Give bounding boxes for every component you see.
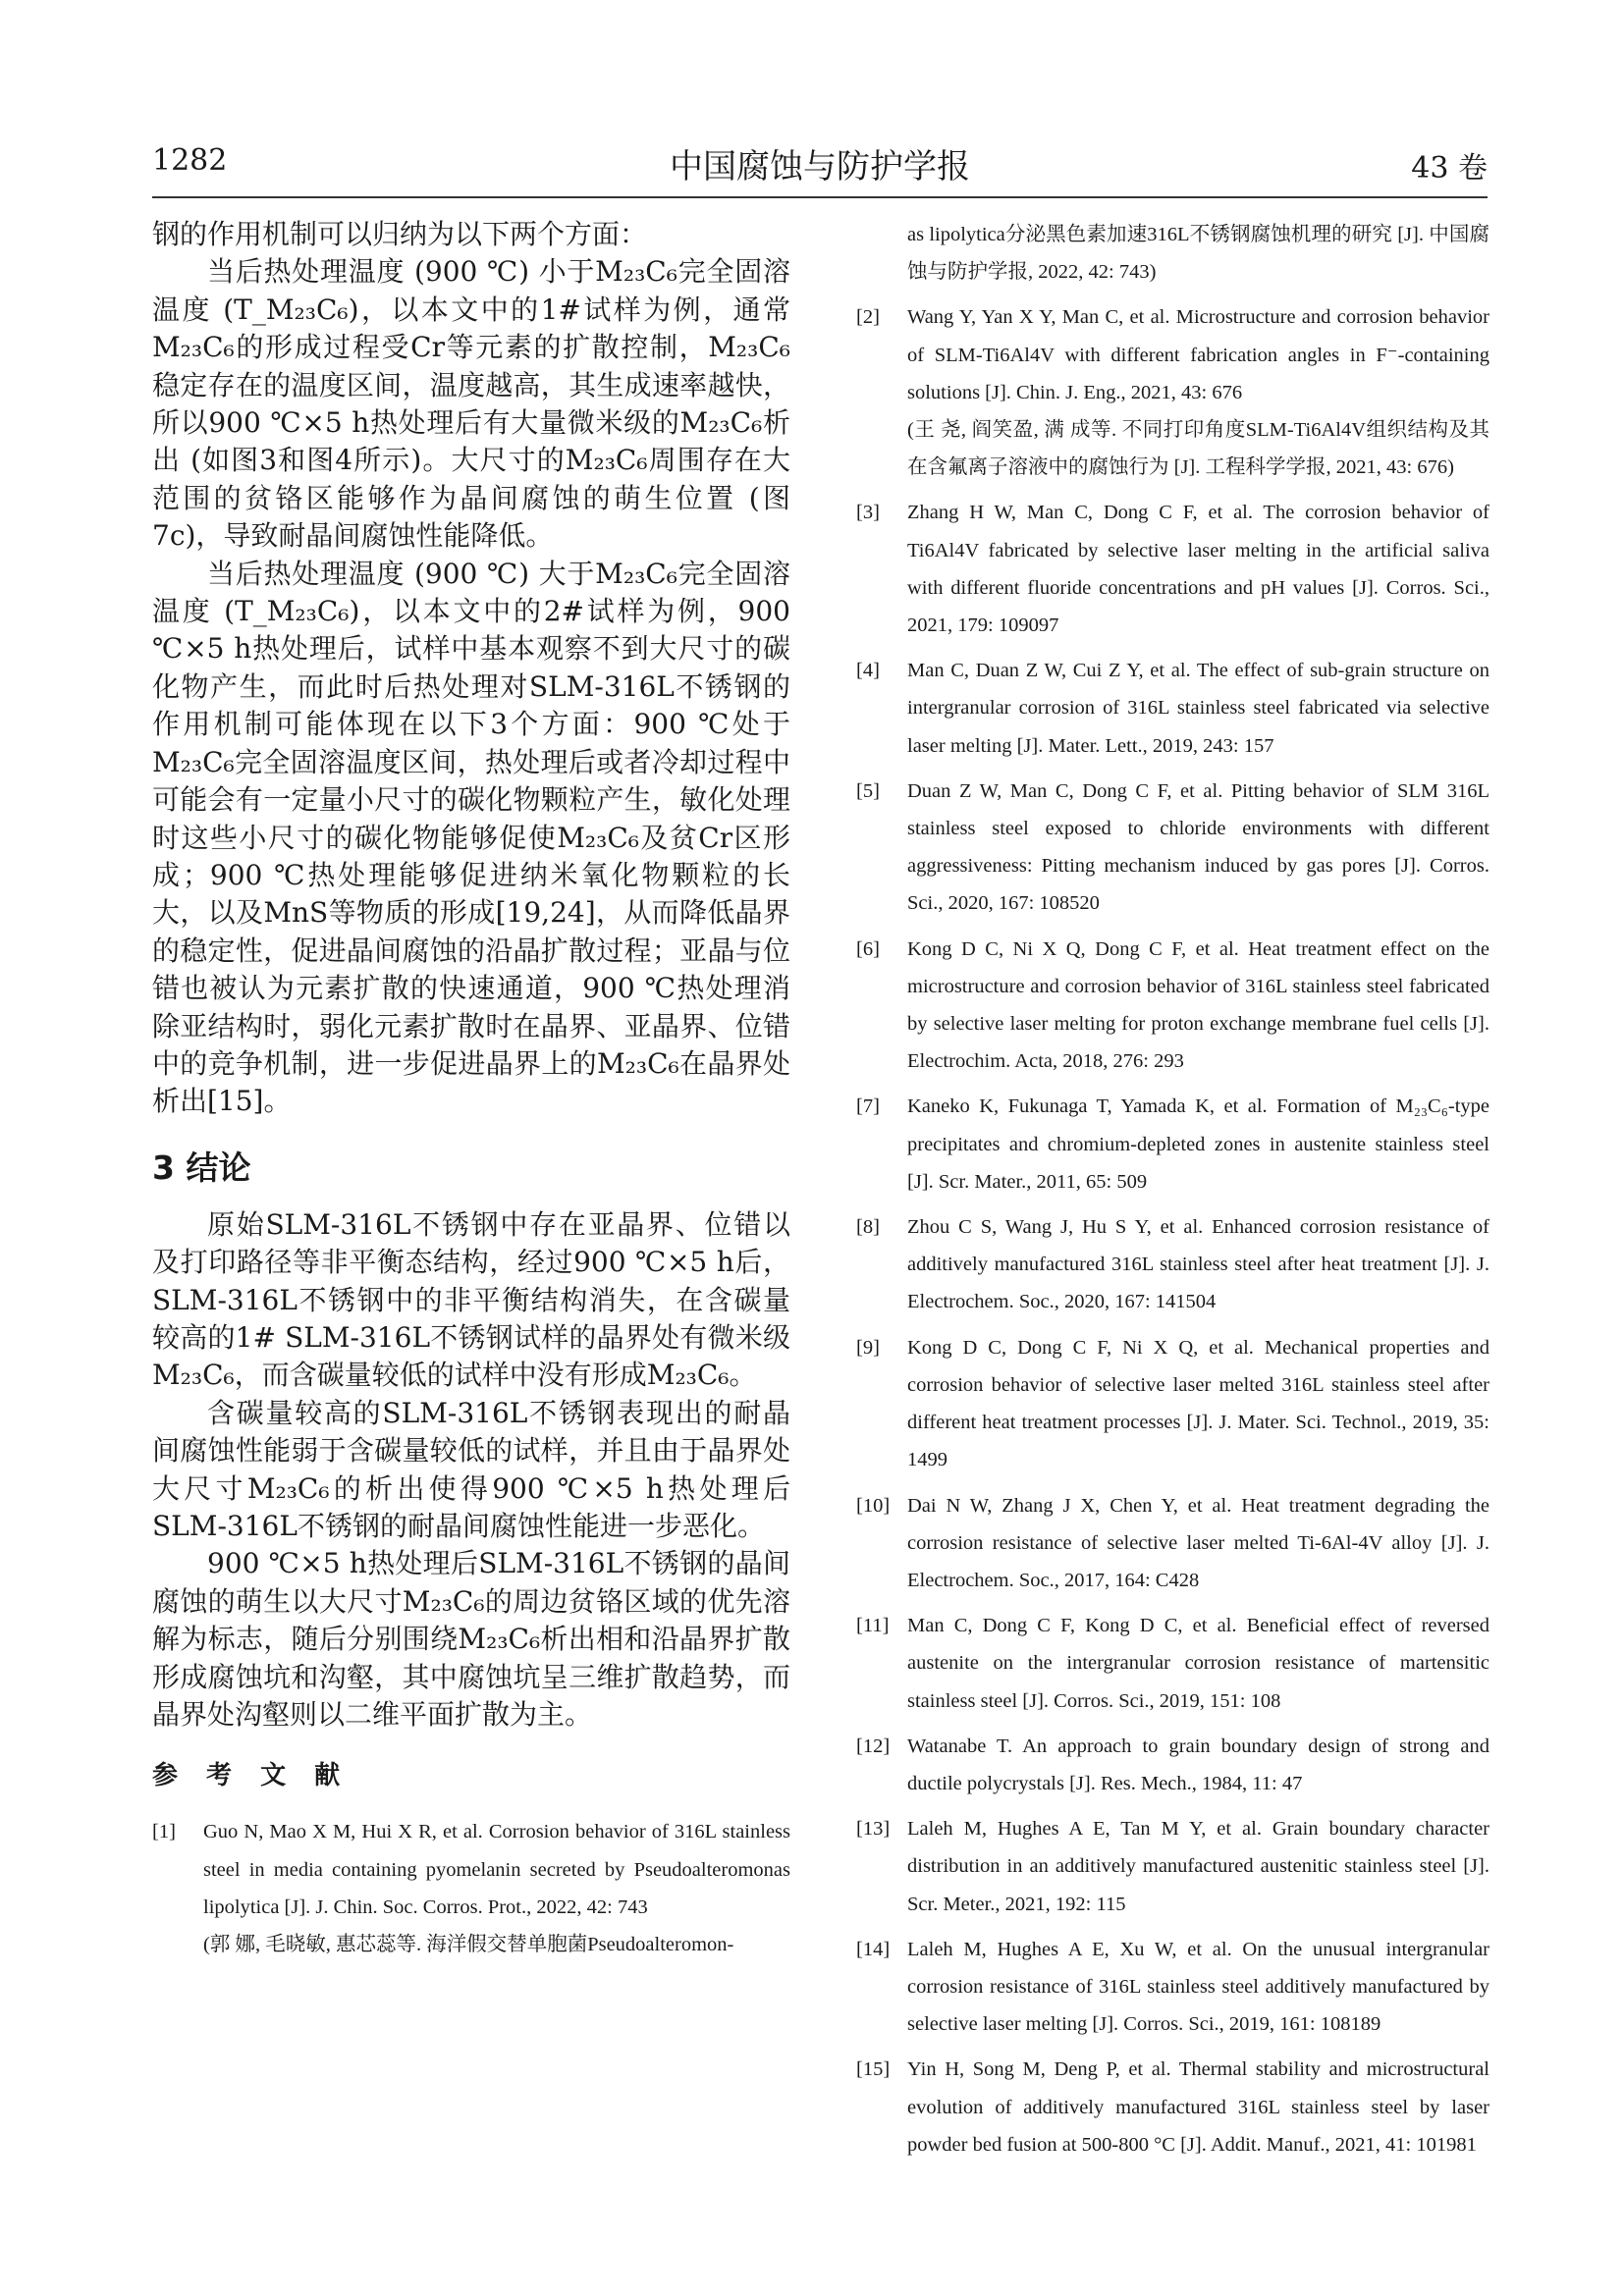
reference-number: [10] bbox=[856, 1494, 891, 1517]
reference-item bbox=[856, 298, 1489, 486]
reference-number: [9] bbox=[856, 1336, 880, 1359]
body-paragraph: 钢的作用机制可以归纳为以下两个方面： bbox=[152, 218, 648, 250]
reference-text: Kong D C, Ni X Q, Dong C F, et al. Heat treatment effect on the microstructure and corrosion behavior of 316L stainless steel fabricated by selective laser melting for proton exchange membrane fuel cells [J]. Electrochim. Acta, 2018, 276: 293 bbox=[907, 937, 1489, 1073]
reference-number: [5] bbox=[856, 779, 880, 802]
section-title-conclusions: 3 结论 bbox=[152, 1148, 251, 1187]
reference-number: [8] bbox=[856, 1216, 880, 1239]
reference-number: [11] bbox=[856, 1615, 890, 1637]
conclusion-paragraph: 含碳量较高的SLM-316L不锈钢表现出的耐晶间腐蚀性能弱于含碳量较低的试样，并且由于晶界处大尺寸M₂₃C₆的析出使得900 ℃×5 h热处理后SLM-316L不锈钢的耐晶间腐蚀性能进一步恶化。 bbox=[152, 1396, 790, 1542]
reference-item bbox=[856, 1329, 1489, 1479]
reference-number: [2] bbox=[856, 306, 880, 329]
reference-number: [12] bbox=[856, 1735, 891, 1757]
reference-chinese-text: (郭 娜, 毛晓敏, 惠芯蕊等. 海洋假交替单胞菌Pseudoalteromon- bbox=[203, 1934, 734, 1956]
reference-number: [3] bbox=[856, 502, 880, 524]
reference-number: [4] bbox=[856, 660, 880, 682]
reference-text: Watanabe T. An approach to grain boundary design of strong and ductile polycrystals [J]. Res. Mech., 1984, 11: 47 bbox=[907, 1735, 1489, 1794]
page-number: 1282 bbox=[152, 143, 228, 178]
reference-continuation bbox=[856, 216, 1489, 291]
references-title: 参 考 文 献 bbox=[152, 1761, 351, 1791]
reference-text: Yin H, Song M, Deng P, et al. Thermal stability and microstructural evolution of additively manufactured 316L stainless steel by laser powder bed fusion at 500-800 °C [J]. Addit. Manuf., 2021, 41: 101981 bbox=[907, 2058, 1489, 2156]
reference-text: Wang Y, Yan X Y, Man C, et al. Microstructure and corrosion behavior of SLM-Ti6Al4V with different fabrication angles in F⁻-containing solutions [J]. Chin. J. Eng., 2021, 43: 676 bbox=[907, 306, 1489, 403]
reference-chinese-text: (王 尧, 阎笑盈, 满 成等. 不同打印角度SLM-Ti6Al4V组织结构及其在含氟离子溶液中的腐蚀行为 [J]. 工程科学学报, 2021, 43: 676) bbox=[907, 419, 1489, 479]
body-paragraph: 当后热处理温度 (900 ℃) 大于M₂₃C₆完全固溶温度 (T_M₂₃C₆)，以本文中的2#试样为例，900 ℃×5 h热处理后，试样中基本观察不到大尺寸的碳化物产生，而此时后热处理对SLM-316L不锈钢的作用机制可能体现在以下3个方面：900 ℃处于M₂₃C₆完全固溶温度区间，热处理后或者冷却过程中可能会有一定量小尺寸的碳化物颗粒产生，敏化处理时这些小尺寸的碳化物能够促使M₂₃C₆及贫Cr区形成；900 ℃热处理能够促进纳米氧化物颗粒的长大，以及MnS等物质的形成[19,24]，从而降低晶界的稳定性，促进晶间腐蚀的沿晶扩散过程；亚晶与位错也被认为元素扩散的快速通道，900 ℃热处理消除亚结构时，弱化元素扩散时在晶界、亚晶界、位错中的竞争机制，进一步促进晶界上的M₂₃C₆在晶界处析出[15]。 bbox=[152, 557, 790, 1118]
page-header bbox=[152, 137, 1488, 198]
reference-text: Man C, Dong C F, Kong D C, et al. Beneficial effect of reversed austenite on the intergranular corrosion resistance of martensitic stainless steel [J]. Corros. Sci., 2019, 151: 108 bbox=[907, 1615, 1489, 1712]
right-column bbox=[856, 216, 1489, 2171]
reference-text: Kong D C, Dong C F, Ni X Q, et al. Mechanical properties and corrosion behavior of selective laser melted 316L stainless steel after different heat treatment processes [J]. J. Mater. Sci. Technol., 2019, 35: 1499 bbox=[907, 1336, 1489, 1471]
reference-number: [15] bbox=[856, 2058, 891, 2081]
reference-item bbox=[856, 1208, 1489, 1321]
reference-text: Laleh M, Hughes A E, Tan M Y, et al. Grain boundary character distribution in an additively manufactured austenitic stainless steel [J]. Scr. Meter., 2021, 192: 115 bbox=[907, 1818, 1489, 1915]
reference-text: as lipolytica分泌黑色素加速316L不锈钢腐蚀机理的研究 [J]. 中国腐蚀与防护学报, 2022, 42: 743) bbox=[907, 224, 1489, 284]
volume-label: 43 卷 bbox=[1411, 151, 1488, 186]
reference-item bbox=[856, 1487, 1489, 1600]
reference-item bbox=[856, 1088, 1489, 1201]
reference-text: Guo N, Mao X M, Hui X R, et al. Corrosion behavior of 316L stainless steel in media containing pyomelanin secreted by Pseudoalteromonas lipolytica [J]. J. Chin. Soc. Corros. Prot., 2022, 42: 743 bbox=[203, 1821, 790, 1918]
reference-text: Kaneko K, Fukunaga T, Yamada K, et al. Formation of M₂₃C₆-type precipitates and chromium-depleted zones in austenite stainless steel [J]. Scr. Mater., 2011, 65: 509 bbox=[907, 1095, 1489, 1193]
reference-item bbox=[856, 2051, 1489, 2163]
reference-item bbox=[856, 931, 1489, 1081]
reference-text: Dai N W, Zhang J X, Chen Y, et al. Heat treatment degrading the corrosion resistance of selective laser melted Ti-6Al-4V alloy [J]. J. Electrochem. Soc., 2017, 164: C428 bbox=[907, 1494, 1489, 1591]
journal-title: 中国腐蚀与防护学报 bbox=[670, 147, 970, 187]
reference-text: Duan Z W, Man C, Dong C F, et al. Pitting behavior of SLM 316L stainless steel exposed to chloride environments with different aggressiveness: Pitting mechanism induced by gas pores [J]. Corros. Sci., 2020, 167: 108520 bbox=[907, 779, 1489, 915]
conclusion-paragraph: 900 ℃×5 h热处理后SLM-316L不锈钢的晶间腐蚀的萌生以大尺寸M₂₃C₆的周边贫铬区域的优先溶解为标志，随后分别围绕M₂₃C₆析出相和沿晶界扩散形成腐蚀坑和沟壑，其中腐蚀坑呈三维扩散趋势，而晶界处沟壑则以二维平面扩散为主。 bbox=[152, 1547, 790, 1732]
reference-number: [13] bbox=[856, 1818, 891, 1841]
reference-item bbox=[856, 1931, 1489, 2044]
reference-number: [7] bbox=[856, 1095, 880, 1118]
reference-item bbox=[856, 1810, 1489, 1923]
reference-number: [1] bbox=[152, 1821, 176, 1843]
conclusion-paragraph: 原始SLM-316L不锈钢中存在亚晶界、位错以及打印路径等非平衡态结构，经过900 ℃×5 h后，SLM-316L不锈钢中的非平衡结构消失，在含碳量较高的1# SLM-316L不锈钢试样的晶界处有微米级M₂₃C₆，而含碳量较低的试样中没有形成M₂₃C₆。 bbox=[152, 1207, 790, 1392]
reference-item bbox=[856, 652, 1489, 765]
reference-item bbox=[152, 1813, 790, 1963]
left-column bbox=[152, 216, 790, 1971]
reference-text: Man C, Duan Z W, Cui Z Y, et al. The effect of sub-grain structure on intergranular corrosion of 316L stainless steel fabricated via selective laser melting [J]. Mater. Lett., 2019, 243: 157 bbox=[907, 660, 1489, 757]
reference-text: Zhang H W, Man C, Dong C F, et al. The corrosion behavior of Ti6Al4V fabricated by selective laser melting in the artificial saliva with different fluoride concentrations and pH values [J]. Corros. Sci., 2021, 179: 109097 bbox=[907, 502, 1489, 637]
reference-text: Laleh M, Hughes A E, Xu W, et al. On the unusual intergranular corrosion resistance of 316L stainless steel additively manufactured by selective laser melting [J]. Corros. Sci., 2019, 161: 108189 bbox=[907, 1938, 1489, 2036]
reference-item bbox=[856, 773, 1489, 923]
reference-item bbox=[856, 1607, 1489, 1720]
reference-number: [14] bbox=[856, 1938, 891, 1960]
reference-item bbox=[856, 1728, 1489, 1802]
reference-text: Zhou C S, Wang J, Hu S Y, et al. Enhanced corrosion resistance of additively manufactured 316L stainless steel after heat treatment [J]. J. Electrochem. Soc., 2020, 167: 141504 bbox=[907, 1216, 1489, 1313]
reference-item bbox=[856, 494, 1489, 644]
reference-number: [6] bbox=[856, 937, 880, 960]
body-paragraph: 当后热处理温度 (900 ℃) 小于M₂₃C₆完全固溶温度 (T_M₂₃C₆)，以本文中的1#试样为例，通常M₂₃C₆的形成过程受Cr等元素的扩散控制，M₂₃C₆稳定存在的温度区间，温度越高，其生成速率越快，所以900 ℃×5 h热处理后有大量微米级的M₂₃C₆析出 (如图3和图4所示)。大尺寸的M₂₃C₆周围存在大范围的贫铬区能够作为晶间腐蚀的萌生位置 (图7c)，导致耐晶间腐蚀性能降低。 bbox=[152, 255, 790, 553]
